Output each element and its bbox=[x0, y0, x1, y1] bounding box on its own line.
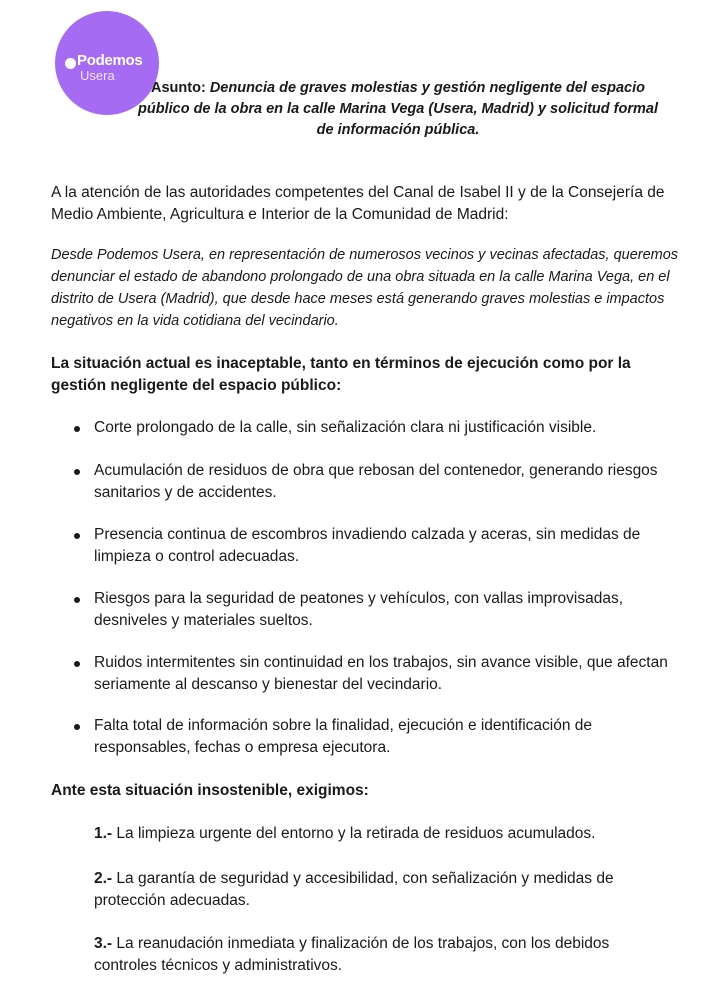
bullet-icon bbox=[74, 724, 80, 730]
list-item-text: Falta total de información sobre la finalidad, ejecución e identificación de responsables, fechas o empresa ejecutora. bbox=[94, 717, 593, 756]
list-item-text: Corte prolongado de la calle, sin señalización clara ni justificación visible. bbox=[94, 419, 597, 436]
logo-subtitle: Usera bbox=[80, 68, 115, 83]
demand-text: La garantía de seguridad y accesibilidad, con señalización y medidas de protección adecuadas. bbox=[94, 870, 614, 909]
demand-item bbox=[94, 868, 669, 912]
addressee-paragraph: A la atención de las autoridades competentes del Canal de Isabel II y de la Consejería de Medio Ambiente, Agricultura e Interior de la Comunidad de Madrid: bbox=[51, 184, 665, 223]
logo-circle-icon bbox=[65, 58, 76, 69]
bullet-icon bbox=[74, 469, 80, 475]
demand-number: 3.- bbox=[94, 935, 113, 952]
situation-heading: La situación actual es inaceptable, tanto en términos de ejecución como por la gestión negligente del espacio público: bbox=[51, 355, 631, 394]
list-item-text: Presencia continua de escombros invadiendo calzada y aceras, sin medidas de limpieza o control adecuadas. bbox=[94, 526, 641, 565]
demand-number: 1.- bbox=[94, 825, 113, 842]
demands-heading: Ante esta situación insostenible, exigimos: bbox=[51, 782, 369, 799]
bullet-icon bbox=[74, 661, 80, 667]
bullet-icon bbox=[74, 426, 80, 432]
list-item-text: Acumulación de residuos de obra que rebosan del contenedor, generando riesgos sanitarios y de accidentes. bbox=[94, 462, 658, 501]
demand-item bbox=[94, 933, 669, 977]
demand-text: La reanudación inmediata y finalización de los trabajos, con los debidos controles técnicos y administrativos. bbox=[94, 935, 610, 974]
subject-text: Denuncia de graves molestias y gestión negligente del espacio público de la obra en la calle Marina Vega (Usera, Madrid) y solicitud formal de información pública. bbox=[138, 80, 658, 138]
bullet-icon bbox=[74, 597, 80, 603]
bullet-icon bbox=[74, 533, 80, 539]
subject-label: Asunto: bbox=[151, 80, 206, 96]
demand-item bbox=[94, 823, 669, 845]
demand-number: 2.- bbox=[94, 870, 113, 887]
list-item-text: Riesgos para la seguridad de peatones y vehículos, con vallas improvisadas, desniveles y materiales sueltos. bbox=[94, 590, 624, 629]
demand-text: La limpieza urgente del entorno y la retirada de residuos acumulados. bbox=[116, 825, 596, 842]
intro-paragraph: Desde Podemos Usera, en representación de numerosos vecinos y vecinas afectadas, queremos denunciar el estado de abandono prolongado de una obra situada en la calle Marina Vega, en el distrito de Usera (Madrid), que desde hace meses está generando graves molestias e impactos negativos en la vida cotidiana del vecindario. bbox=[51, 247, 679, 329]
list-item-text: Ruidos intermitentes sin continuidad en los trabajos, sin avance visible, que afectan seriamente al descanso y bienestar del vecindario. bbox=[94, 654, 668, 693]
subject-line bbox=[128, 78, 668, 141]
logo-name: Podemos bbox=[77, 52, 143, 69]
